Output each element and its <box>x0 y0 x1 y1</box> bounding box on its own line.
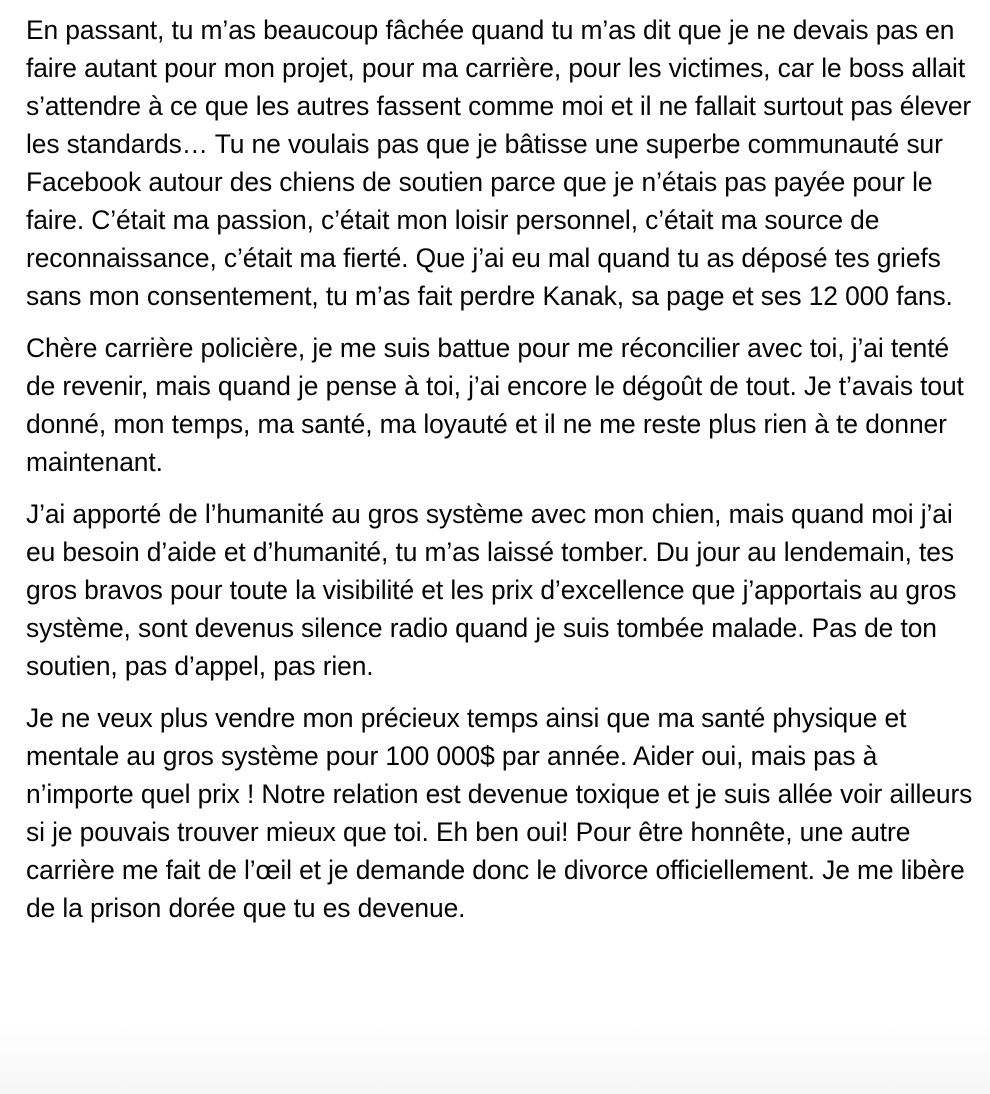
post-paragraph-3: J’ai apporté de l’humanité au gros système avec mon chien, mais quand moi j’ai eu besoin d’aide et d’humanité, tu m’as laissé tomber. Du jour au lendemain, tes gros bravos pour toute la visibilité et les prix d’excellence que j’apportais au gros système, sont devenus silence radio quand je suis tombée malade. Pas de ton soutien, pas d’appel, pas rien. <box>26 499 957 681</box>
post-paragraph-2: Chère carrière policière, je me suis battue pour me réconcilier avec toi, j’ai tenté de revenir, mais quand je pense à toi, j’ai encore le dégoût de tout. Je t’avais tout donné, mon temps, ma santé, ma loyauté et il ne me reste plus rien à te donner maintenant. <box>26 333 964 477</box>
bottom-fade-overlay <box>0 1024 990 1094</box>
post-body-text <box>26 11 976 941</box>
post-paragraph-1: En passant, tu m’as beaucoup fâchée quand tu m’as dit que je ne devais pas en faire autant pour mon projet, pour ma carrière, pour les victimes, car le boss allait s’attendre à ce que les autres fassent comme moi et il ne fallait surtout pas élever les standards… Tu ne voulais pas que je bâtisse une superbe communauté sur Facebook autour des chiens de soutien parce que je n’étais pas payée pour le faire. C’était ma passion, c’était mon loisir personnel, c’était ma source de reconnaissance, c’était ma fierté. Que j’ai eu mal quand tu as déposé tes griefs sans mon consentement, tu m’as fait perdre Kanak, sa page et ses 12 000 fans. <box>26 15 972 311</box>
post-paragraph-4: Je ne veux plus vendre mon précieux temps ainsi que ma santé physique et mentale au gros système pour 100 000$ par année. Aider oui, mais pas à n’importe quel prix ! Notre relation est devenue toxique et je suis allée voir ailleurs si je pouvais trouver mieux que toi. Eh ben oui! Pour être honnête, une autre carrière me fait de l’œil et je demande donc le divorce officiellement. Je me libère de la prison dorée que tu es devenue. <box>26 703 973 923</box>
